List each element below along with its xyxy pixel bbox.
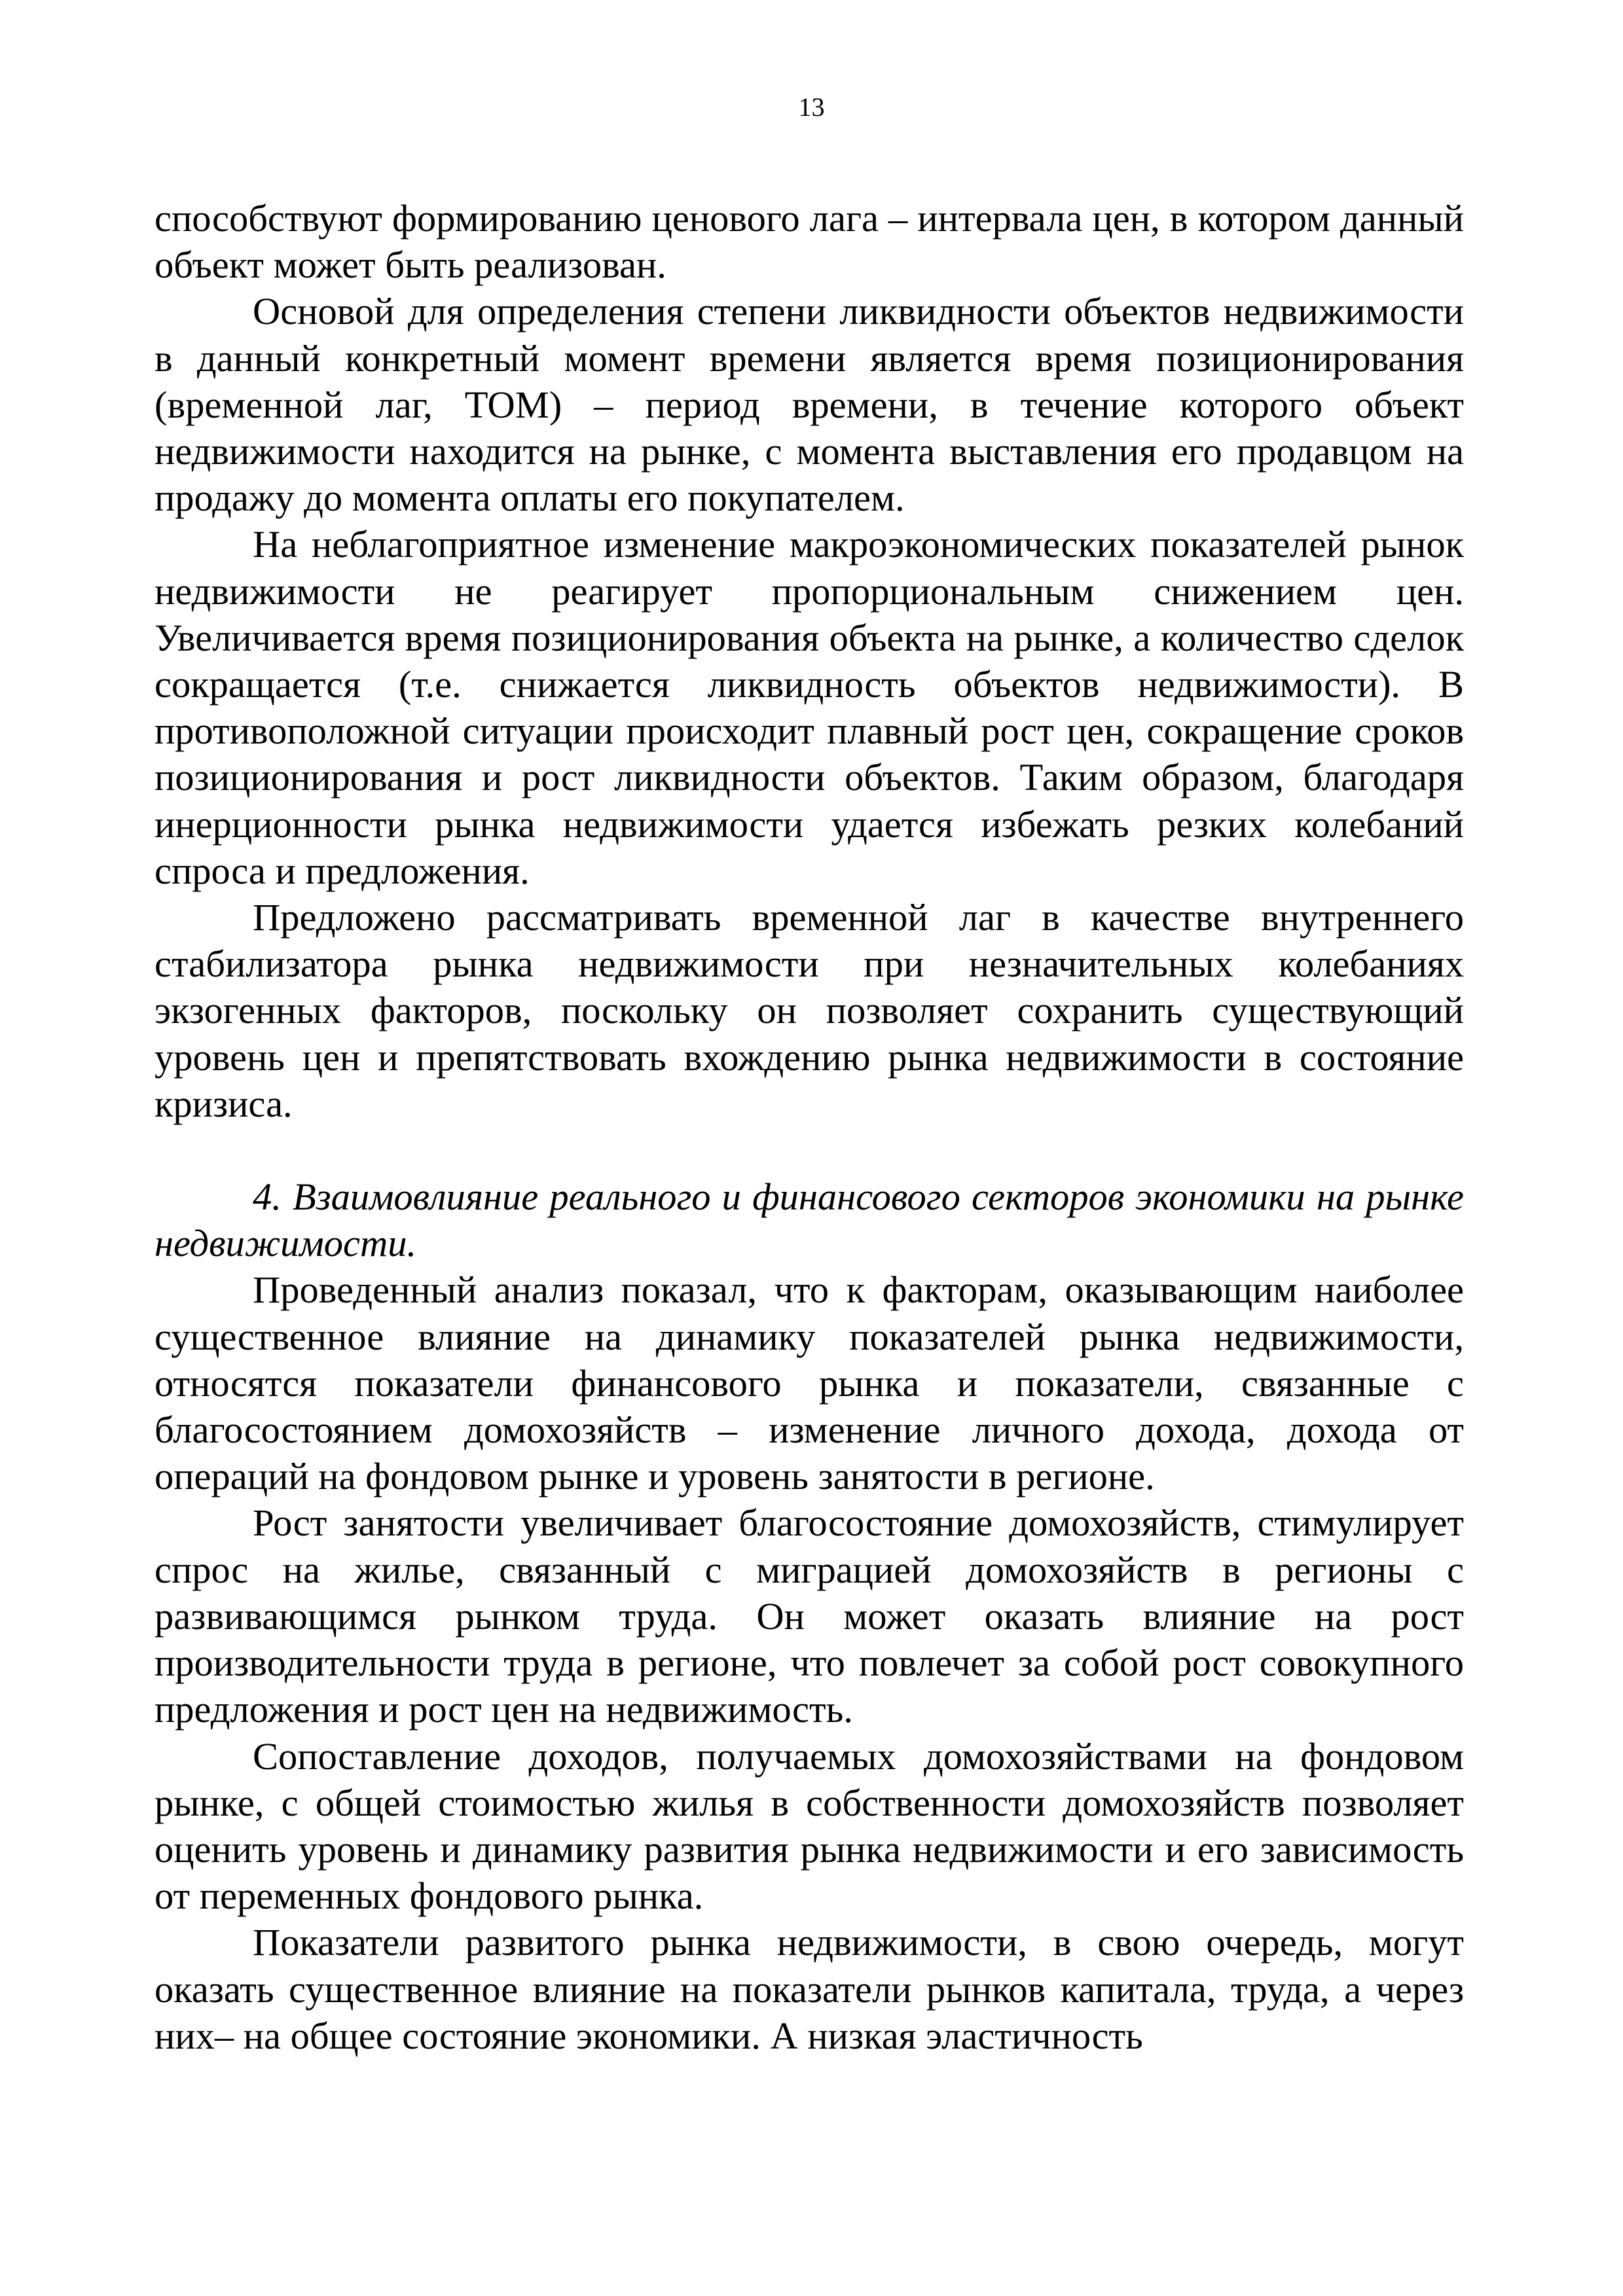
- paragraph-continuation: способствуют формированию ценового лага – интервала цен, в котором данный объект может быть реализован.: [155, 197, 1464, 287]
- paragraph-employment-growth: Рост занятости увеличивает благосостояние домохозяйств, стимулирует спрос на жилье, связанный с миграцией домохозяйств в регионы с развивающимся рынком труда. Он может оказать влияние на рост производительности труда в регионе, что повлечет за собой рост совокупного предложения и рост цен на недвижимость.: [155, 1501, 1464, 1731]
- section-heading: 4. Взаимовлияние реального и финансового секторов экономики на рынке недвижимости.: [155, 1175, 1464, 1265]
- paragraph-income-comparison: Сопоставление доходов, получаемых домохозяйствами на фондовом рынке, с общей стоимостью жилья в собственности домохозяйств позволяет оценить уровень и динамику развития рынка недвижимости и его зависимость от переменных фондового рынка.: [155, 1734, 1464, 1918]
- page-body: [155, 195, 1464, 2059]
- paragraph-positioning-time: Основой для определения степени ликвидности объектов недвижимости в данный конкретный момент времени является время позиционирования (временной лаг, TOM) – период времени, в течение которого объект недвижимости находится на рынке, с момента выставления его продавцом на продажу до момента оплаты его покупателем.: [155, 290, 1464, 520]
- page-number: 13: [798, 92, 825, 122]
- paragraph-market-inertia: На неблагоприятное изменение макроэкономических показателей рынок недвижимости не реагирует пропорциональным снижением цен. Увеличивается время позиционирования объекта на рынке, а количество сделок сокращается (т.е. снижается ликвидность объектов недвижимости). В противоположной ситуации происходит плавный рост цен, сокращение сроков позиционирования и рост ликвидности объектов. Таким образом, благодаря инерционности рынка недвижимости удается избежать резких колебаний спроса и предложения.: [155, 523, 1464, 892]
- paragraph-time-lag-stabilizer: Предложено рассматривать временной лаг в качестве внутреннего стабилизатора рынка недвижимости при незначительных колебаниях экзогенных факторов, поскольку он позволяет сохранить существующий уровень цен и препятствовать вхождению рынка недвижимости в состояние кризиса.: [155, 896, 1464, 1125]
- paragraph-market-indicators: Показатели развитого рынка недвижимости, в свою очередь, могут оказать существенное влияние на показатели рынков капитала, труда, а через них– на общее состояние экономики. А низкая эластичность: [155, 1921, 1464, 2057]
- paragraph-analysis-factors: Проведенный анализ показал, что к факторам, оказывающим наиболее существенное влияние на динамику показателей рынка недвижимости, относятся показатели финансового рынка и показатели, связанные с благосостоянием домохозяйств – изменение личного дохода, дохода от операций на фондовом рынке и уровень занятости в регионе.: [155, 1268, 1464, 1498]
